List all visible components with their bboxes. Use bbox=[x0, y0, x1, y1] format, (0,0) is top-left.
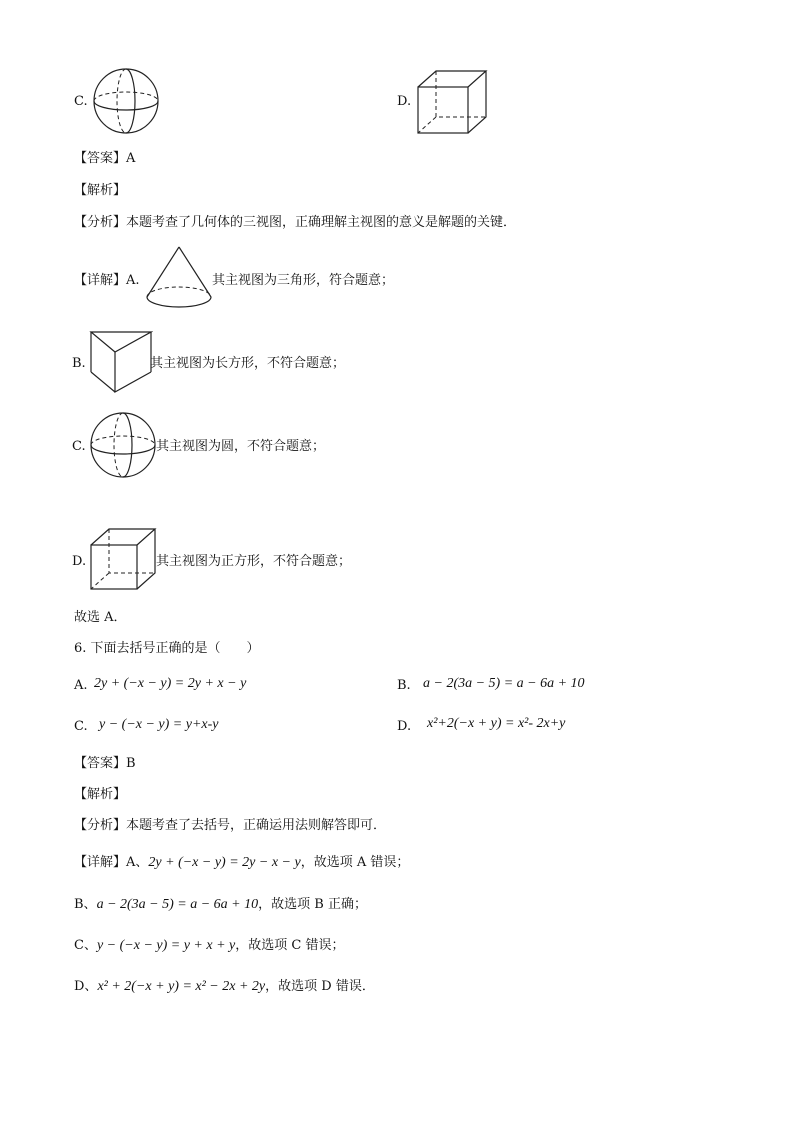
triangular-prism-figure bbox=[89, 330, 153, 394]
detail-b-letter: B. bbox=[72, 356, 86, 371]
line-prefix: A、 bbox=[126, 855, 149, 870]
q6-option-b-expr: a − 2(3a − 5) = a − 6a + 10 bbox=[423, 676, 585, 691]
q6-option-a-letter: A. bbox=[74, 678, 88, 693]
q6-option-c-letter: C. bbox=[74, 719, 88, 734]
line-note: ，故选项 D 错误． bbox=[265, 979, 375, 994]
question-6-stem: 6. 下面去括号正确的是（ ） bbox=[74, 641, 260, 656]
fenxi-text: 本题考查了几何体的三视图，正确理解主视图的意义是解题的关键． bbox=[126, 215, 517, 230]
answer-label: 【答案】 bbox=[74, 151, 127, 166]
option-d-label: D. bbox=[397, 94, 412, 109]
detail-2-line-a bbox=[74, 855, 409, 871]
detail-2-line-d bbox=[74, 979, 375, 995]
line-expr: a − 2(3a − 5) = a − 6a + 10 bbox=[96, 897, 259, 912]
fenxi-text: 本题考查了去括号，正确运用法则解答即可． bbox=[126, 818, 387, 833]
detail-a-letter: A. bbox=[126, 273, 140, 288]
analysis-summary-2 bbox=[74, 818, 386, 834]
fenxi-label: 【分析】 bbox=[74, 215, 127, 230]
line-prefix: C、 bbox=[74, 938, 97, 953]
detail-2-line-b bbox=[74, 897, 367, 913]
q6-option-c-expr: y − (−x − y) = y+x-y bbox=[99, 717, 219, 732]
line-expr: x² + 2(−x + y) = x² − 2x + 2y bbox=[97, 979, 266, 994]
detail-2-line-c bbox=[74, 938, 344, 954]
cube-figure-small bbox=[89, 527, 157, 591]
analysis-heading-1: 【解析】 bbox=[74, 183, 127, 198]
detail-c-letter: C. bbox=[72, 439, 86, 454]
detail-label: 【详解】 bbox=[74, 855, 127, 870]
detail-a-text: 其主视图为三角形，符合题意； bbox=[212, 273, 395, 288]
q6-option-d-expr: x²+2(−x + y) = x²- 2x+y bbox=[427, 716, 566, 731]
line-expr: y − (−x − y) = y + x + y bbox=[96, 938, 236, 953]
answer-label: 【答案】 bbox=[74, 756, 127, 771]
conclusion-1: 故选 A． bbox=[74, 610, 127, 625]
cone-figure bbox=[145, 245, 213, 311]
sphere-figure bbox=[92, 67, 160, 135]
answer-value: B bbox=[126, 756, 136, 771]
analysis-summary-1 bbox=[74, 215, 516, 231]
detail-label: 【详解】 bbox=[74, 273, 127, 288]
line-prefix: D、 bbox=[74, 979, 98, 994]
option-c-label: C. bbox=[74, 94, 88, 109]
sphere-figure-small bbox=[89, 411, 157, 479]
detail-d-letter: D. bbox=[72, 554, 87, 569]
fenxi-label: 【分析】 bbox=[74, 818, 127, 833]
analysis-heading-2: 【解析】 bbox=[74, 787, 127, 802]
q6-option-b-letter: B. bbox=[397, 678, 411, 693]
line-note: ，故选项 B 正确； bbox=[258, 897, 367, 912]
answer-value: A bbox=[126, 151, 136, 166]
line-note: ，故选项 C 错误； bbox=[235, 938, 345, 953]
answer-block-1 bbox=[74, 151, 135, 167]
answer-block-2 bbox=[74, 756, 136, 772]
detail-d-text: 其主视图为正方形，不符合题意； bbox=[156, 554, 352, 569]
q6-option-a-expr: 2y + (−x − y) = 2y + x − y bbox=[94, 676, 247, 691]
cube-figure bbox=[416, 69, 488, 135]
line-note: ，故选项 A 错误； bbox=[300, 855, 410, 870]
detail-a-prefix bbox=[74, 273, 140, 289]
line-prefix: B、 bbox=[74, 897, 97, 912]
detail-c-text: 其主视图为圆，不符合题意； bbox=[156, 439, 326, 454]
line-expr: 2y + (−x − y) = 2y − x − y bbox=[148, 855, 301, 870]
detail-b-text: 其主视图为长方形，不符合题意； bbox=[150, 356, 346, 371]
q6-option-d-letter: D. bbox=[397, 719, 412, 734]
